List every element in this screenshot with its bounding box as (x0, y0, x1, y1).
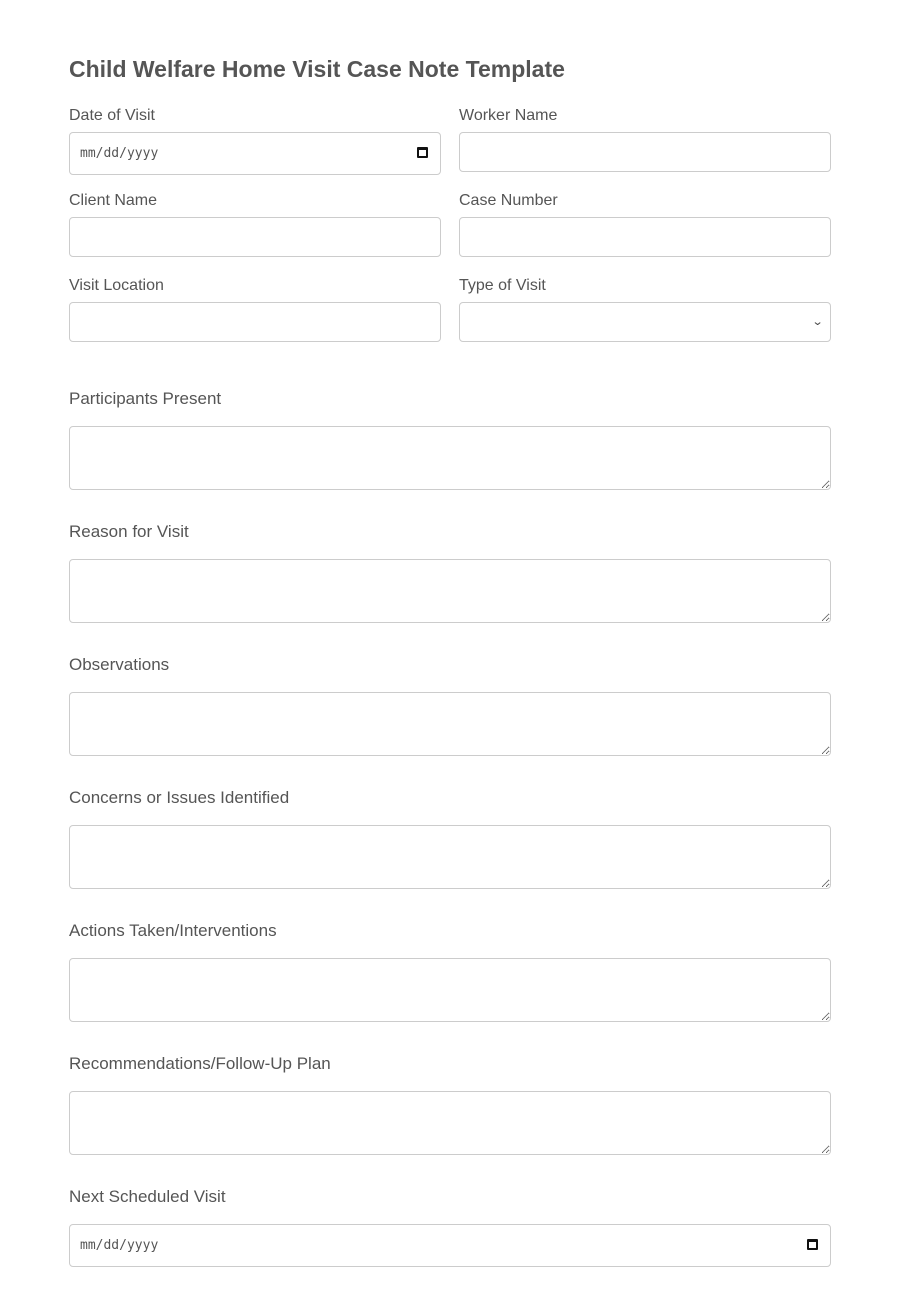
client-name-group (69, 192, 441, 277)
concerns-textarea[interactable] (69, 825, 831, 889)
type-of-visit-select[interactable] (459, 302, 831, 342)
reason-label: Reason for Visit (69, 522, 189, 541)
date-of-visit-label: Date of Visit (69, 107, 155, 124)
observations-label: Observations (69, 655, 170, 674)
next-visit-input[interactable] (69, 1224, 831, 1267)
date-of-visit-group (69, 107, 441, 192)
actions-label: Actions Taken/Interventions (69, 921, 277, 940)
worker-name-group (459, 107, 831, 192)
case-number-group (459, 192, 831, 277)
calendar-icon[interactable] (417, 147, 428, 158)
chevron-down-icon: ⌄ (811, 316, 824, 328)
participants-label: Participants Present (69, 389, 222, 408)
actions-textarea[interactable] (69, 958, 831, 1022)
visit-location-input[interactable] (69, 302, 441, 342)
calendar-icon[interactable] (807, 1239, 818, 1250)
case-number-label: Case Number (459, 192, 558, 209)
type-of-visit-group (459, 277, 831, 361)
worker-name-input[interactable] (459, 132, 831, 172)
concerns-label: Concerns or Issues Identified (69, 788, 290, 807)
visit-location-label: Visit Location (69, 277, 164, 294)
recommendations-label: Recommendations/Follow-Up Plan (69, 1054, 331, 1073)
recommendations-group (69, 1055, 831, 1155)
participants-group (69, 390, 831, 490)
concerns-group (69, 789, 831, 889)
case-number-input[interactable] (459, 217, 831, 257)
participants-textarea[interactable] (69, 426, 831, 490)
reason-group (69, 523, 831, 623)
date-of-visit-input[interactable] (69, 132, 441, 175)
type-of-visit-label: Type of Visit (459, 277, 546, 294)
client-name-label: Client Name (69, 192, 158, 209)
recommendations-textarea[interactable] (69, 1091, 831, 1155)
next-visit-group (69, 1188, 831, 1267)
page-title: Child Welfare Home Visit Case Note Template (69, 56, 565, 82)
visit-location-group (69, 277, 441, 361)
observations-textarea[interactable] (69, 692, 831, 756)
next-visit-label: Next Scheduled Visit (69, 1187, 226, 1206)
observations-group (69, 656, 831, 756)
date-placeholder: mm/dd/yyyy (80, 146, 159, 161)
date-placeholder: mm/dd/yyyy (80, 1238, 159, 1253)
worker-name-label: Worker Name (459, 107, 558, 124)
reason-textarea[interactable] (69, 559, 831, 623)
client-name-input[interactable] (69, 217, 441, 257)
actions-group (69, 922, 831, 1022)
